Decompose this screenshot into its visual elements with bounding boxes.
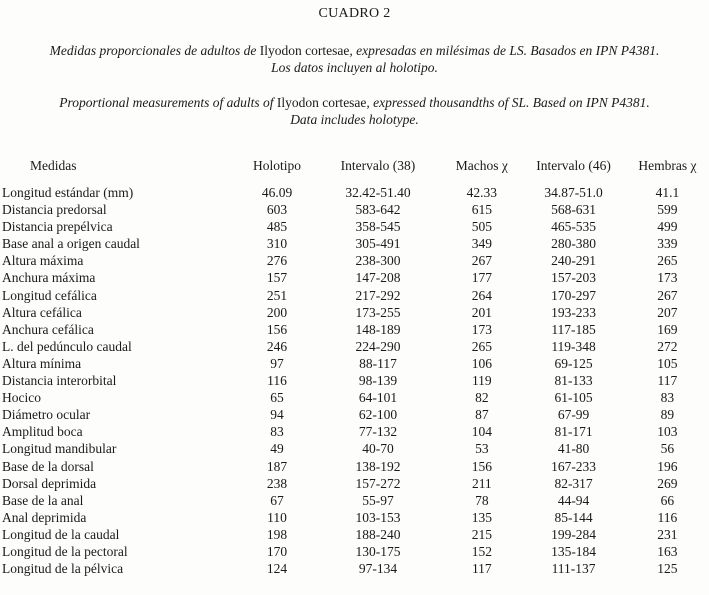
row-cell: 615 xyxy=(471,202,492,218)
row-cell: 69-125 xyxy=(554,355,593,371)
row-cell: 78 xyxy=(475,492,489,508)
row-cell: 44-94 xyxy=(557,492,590,508)
row-cell: 170 xyxy=(266,543,288,559)
row-label: Diámetro ocular xyxy=(2,407,91,423)
row-cell: 217-292 xyxy=(355,287,401,303)
row-cell: 82 xyxy=(475,390,489,406)
row-cell: 103 xyxy=(657,424,678,440)
row-cell: 117-185 xyxy=(551,321,596,337)
row-cell: 280-380 xyxy=(551,236,597,252)
row-cell: 196 xyxy=(657,458,678,474)
row-cell: 211 xyxy=(471,475,492,491)
row-cell: 264 xyxy=(471,287,492,303)
row-cell: 173 xyxy=(657,270,678,286)
header-hembras: Hembras χ xyxy=(638,158,697,173)
row-cell: 117 xyxy=(657,373,678,389)
row-cell: 465-535 xyxy=(551,219,597,235)
row-cell: 87 xyxy=(475,407,489,423)
row-cell: 251 xyxy=(266,287,288,303)
row-cell: 485 xyxy=(266,219,288,235)
caption-spanish-line2-text: Los datos incluyen al holotipo. xyxy=(271,60,438,75)
row-cell: 200 xyxy=(266,304,288,320)
table-row xyxy=(0,406,709,423)
row-label: Altura mínima xyxy=(2,355,82,371)
row-label: L. del pedúnculo caudal xyxy=(2,338,132,354)
row-label: Distancia prepélvica xyxy=(2,219,113,235)
row-label: Distancia interorbital xyxy=(2,373,117,389)
row-cell: 269 xyxy=(657,475,678,491)
table-row xyxy=(0,235,709,252)
table-row xyxy=(0,560,709,577)
row-cell: 276 xyxy=(266,253,288,269)
table-row xyxy=(0,526,709,543)
row-cell: 187 xyxy=(266,458,288,474)
header-intervalo-38: Intervalo (38) xyxy=(340,158,416,173)
row-cell: 55-97 xyxy=(362,492,394,508)
row-label: Base anal a origen caudal xyxy=(2,236,140,252)
header-intervalo-46: Intervalo (46) xyxy=(536,158,611,173)
row-cell: 81-171 xyxy=(554,424,593,440)
row-cell: 105 xyxy=(657,355,678,371)
row-cell: 119-348 xyxy=(551,338,596,354)
row-cell: 81-133 xyxy=(554,373,593,389)
row-label: Anchura cefálica xyxy=(2,321,94,337)
row-cell: 138-192 xyxy=(355,458,401,474)
row-cell: 135-184 xyxy=(551,543,597,559)
row-cell: 34.87-51.0 xyxy=(544,185,603,200)
table-row xyxy=(0,321,709,338)
table-row xyxy=(0,201,709,218)
row-label: Altura cefálica xyxy=(2,304,82,320)
row-cell: 173-255 xyxy=(355,304,401,320)
caption-spanish-part2: , expresadas en milésimas de LS. Basados en IPN P4381. xyxy=(349,43,660,58)
table-row xyxy=(0,338,709,355)
row-cell: 310 xyxy=(266,236,288,252)
row-cell: 97 xyxy=(270,355,284,371)
row-cell: 156 xyxy=(471,458,492,474)
row-cell: 130-175 xyxy=(355,543,401,559)
table-title: CUADRO 2 xyxy=(318,6,391,21)
row-cell: 157 xyxy=(266,270,288,286)
row-cell: 169 xyxy=(657,321,678,337)
row-cell: 135 xyxy=(471,509,492,525)
row-cell: 583-642 xyxy=(355,202,401,218)
table-row xyxy=(0,304,709,321)
table-row xyxy=(0,355,709,372)
row-cell: 215 xyxy=(471,526,492,542)
row-cell: 42.33 xyxy=(466,185,497,200)
row-cell: 77-132 xyxy=(358,424,398,440)
table-row xyxy=(0,218,709,235)
row-cell: 103-153 xyxy=(355,509,401,525)
row-cell: 177 xyxy=(471,270,492,286)
row-cell: 66 xyxy=(660,492,675,508)
table-row xyxy=(0,287,709,304)
row-cell: 116 xyxy=(657,509,678,525)
table-row xyxy=(0,458,709,475)
row-cell: 231 xyxy=(657,526,678,542)
row-cell: 193-233 xyxy=(551,304,597,320)
row-cell: 125 xyxy=(657,561,678,577)
row-cell: 89 xyxy=(660,407,675,423)
row-label: Base de la dorsal xyxy=(2,458,94,474)
row-cell: 97-134 xyxy=(358,561,398,577)
row-label: Longitud mandibular xyxy=(2,441,117,457)
row-cell: 104 xyxy=(471,424,492,440)
row-cell: 240-291 xyxy=(551,253,597,269)
row-cell: 46.09 xyxy=(261,185,293,200)
row-cell: 170-297 xyxy=(551,287,597,303)
row-cell: 156 xyxy=(266,321,288,337)
caption-english-line2-text: Data includes holotype. xyxy=(290,112,419,127)
row-cell: 568-631 xyxy=(551,202,597,218)
row-cell: 64-101 xyxy=(358,390,398,406)
row-cell: 173 xyxy=(471,321,492,337)
row-cell: 238-300 xyxy=(355,253,401,269)
table-row xyxy=(0,509,709,526)
row-cell: 505 xyxy=(471,219,492,235)
table-row xyxy=(0,475,709,492)
table-row xyxy=(0,543,709,560)
row-cell: 110 xyxy=(267,509,287,525)
table-row xyxy=(0,372,709,389)
row-cell: 157-203 xyxy=(551,270,597,286)
caption-spanish-line2 xyxy=(0,59,709,76)
caption-spanish-line1 xyxy=(0,42,709,59)
row-cell: 106 xyxy=(471,355,492,371)
row-cell: 163 xyxy=(657,543,678,559)
table-row xyxy=(0,440,709,457)
row-cell: 272 xyxy=(657,338,678,354)
table-row xyxy=(0,252,709,269)
caption-english xyxy=(0,94,709,128)
row-cell: 67-99 xyxy=(557,407,590,423)
row-cell: 358-545 xyxy=(355,219,401,235)
row-cell: 305-491 xyxy=(355,236,401,252)
row-cell: 267 xyxy=(657,287,678,303)
caption-english-species: Ilyodon cortesae xyxy=(276,95,367,110)
row-cell: 94 xyxy=(270,407,284,423)
row-cell: 41.1 xyxy=(655,185,680,200)
row-cell: 199-284 xyxy=(551,526,597,542)
row-cell: 157-272 xyxy=(355,475,401,491)
row-label: Distancia predorsal xyxy=(2,202,107,218)
header-holotipo: Holotipo xyxy=(253,158,302,173)
row-cell: 349 xyxy=(471,236,492,252)
row-cell: 67 xyxy=(270,492,284,508)
row-cell: 116 xyxy=(267,373,287,389)
row-cell: 32.42-51.40 xyxy=(345,185,411,200)
header-medidas: Medidas xyxy=(30,158,77,173)
row-cell: 198 xyxy=(266,526,288,542)
table-row xyxy=(0,389,709,406)
row-cell: 224-290 xyxy=(355,338,401,354)
caption-spanish-species: Ilyodon cortesae xyxy=(259,43,350,58)
table-row xyxy=(0,269,709,286)
row-cell: 65 xyxy=(270,390,284,406)
row-cell: 152 xyxy=(471,543,492,559)
row-cell: 40-70 xyxy=(362,441,394,457)
table-body xyxy=(0,184,709,577)
row-label: Longitud de la pectoral xyxy=(2,543,128,559)
row-label: Anchura máxima xyxy=(2,270,96,286)
row-cell: 499 xyxy=(657,219,678,235)
table-row xyxy=(0,423,709,440)
row-cell: 85-144 xyxy=(554,509,593,525)
row-label: Altura máxima xyxy=(2,253,84,269)
row-label: Amplitud boca xyxy=(2,424,83,440)
row-label: Dorsal deprimida xyxy=(2,475,97,491)
caption-spanish-part1: Medidas proporcionales de adultos de xyxy=(49,43,260,58)
header-row xyxy=(0,158,709,184)
row-cell: 83 xyxy=(660,390,675,406)
caption-english-part2: , expressed thousandths of SL. Based on IPN P4381. xyxy=(366,95,650,110)
row-cell: 207 xyxy=(657,304,678,320)
row-cell: 62-100 xyxy=(358,407,398,423)
row-cell: 339 xyxy=(657,236,678,252)
row-cell: 41-80 xyxy=(557,441,590,457)
row-cell: 98-139 xyxy=(358,373,398,389)
row-label: Longitud estándar (mm) xyxy=(2,185,134,200)
caption-english-line2 xyxy=(0,111,709,128)
table-row xyxy=(0,492,709,509)
row-label: Anal deprimida xyxy=(2,509,87,525)
row-cell: 148-189 xyxy=(355,321,401,337)
row-cell: 188-240 xyxy=(355,526,401,542)
row-cell: 83 xyxy=(270,424,284,440)
row-cell: 603 xyxy=(266,202,288,218)
row-cell: 599 xyxy=(657,202,678,218)
table-header xyxy=(0,158,709,184)
row-cell: 167-233 xyxy=(551,458,597,474)
row-cell: 147-208 xyxy=(355,270,401,286)
table-row xyxy=(0,184,709,201)
header-machos: Machos χ xyxy=(455,158,508,173)
row-cell: 246 xyxy=(266,338,288,354)
caption-english-part1: Proportional measurements of adults of xyxy=(59,95,277,110)
row-cell: 265 xyxy=(657,253,678,269)
row-cell: 124 xyxy=(266,561,288,577)
row-cell: 53 xyxy=(475,441,489,457)
row-cell: 88-117 xyxy=(359,355,397,371)
row-cell: 56 xyxy=(660,441,675,457)
row-cell: 201 xyxy=(471,304,492,320)
row-label: Longitud de la caudal xyxy=(2,526,120,542)
row-label: Base de la anal xyxy=(2,492,84,508)
row-cell: 117 xyxy=(471,561,492,577)
row-cell: 82-317 xyxy=(554,475,593,491)
row-cell: 119 xyxy=(471,373,492,389)
row-label: Hocico xyxy=(2,390,41,406)
row-cell: 111-137 xyxy=(551,561,596,577)
caption-english-line1 xyxy=(0,94,709,111)
row-cell: 61-105 xyxy=(554,390,593,406)
row-label: Longitud cefálica xyxy=(2,287,97,303)
row-cell: 267 xyxy=(471,253,492,269)
row-cell: 265 xyxy=(471,338,492,354)
row-label: Longitud de la pélvica xyxy=(2,561,124,577)
caption-spanish xyxy=(0,42,709,76)
measurements-table xyxy=(0,158,709,577)
row-cell: 49 xyxy=(270,441,284,457)
row-cell: 238 xyxy=(266,475,288,491)
